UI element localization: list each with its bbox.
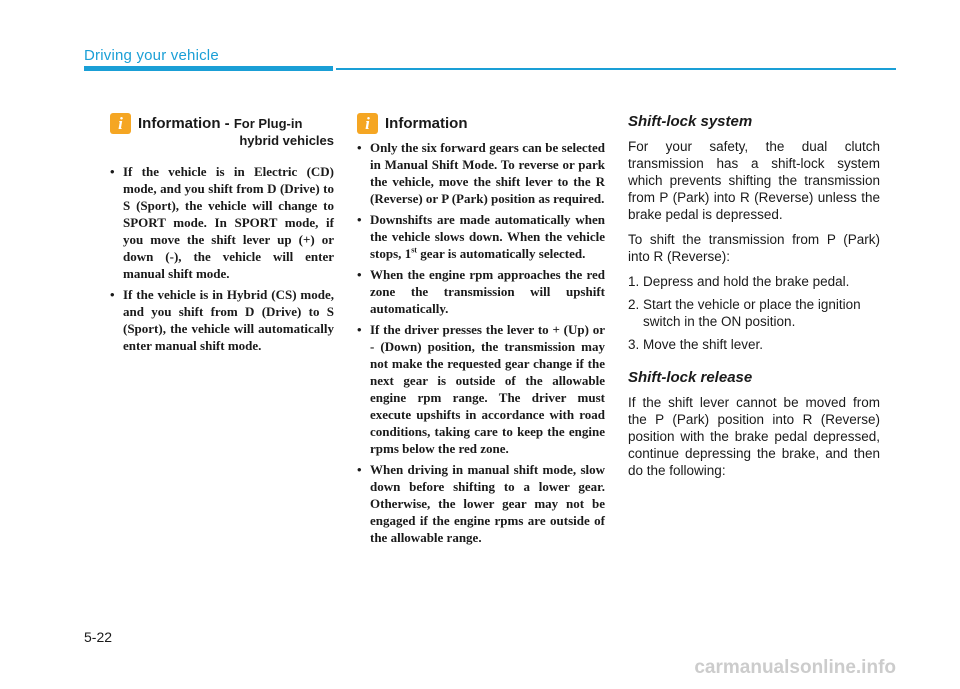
left-info-header: [110, 113, 334, 163]
left-info-title: [138, 115, 302, 132]
list-item: [628, 336, 880, 353]
step-text: Start the vehicle or place the ignition switch in the ON position.: [643, 297, 861, 329]
step-number: 2.: [628, 297, 640, 312]
left-info-box: [110, 113, 334, 358]
left-info-subtitle-line1: For Plug-in: [233, 116, 303, 131]
shift-lock-title: Shift-lock system: [628, 113, 753, 130]
left-info-subtitle-line2: hybrid vehicles: [239, 133, 334, 148]
step-text: Depress and hold the brake pedal.: [643, 274, 850, 289]
list-item: [628, 296, 880, 330]
shift-lock-instruction: To shift the transmission from P (Park) into R (Reverse):: [628, 232, 880, 264]
shift-lock-release-title: Shift-lock release: [628, 369, 753, 386]
watermark: carmanualsonline.info: [694, 657, 896, 678]
list-item: • If the vehicle is in Hybrid (CS) mode, and you shift from D (Drive) to S (Sport), the vehicle will automatically enter manual shift mode.: [110, 286, 334, 354]
shift-lock-steps: [628, 273, 880, 353]
list-item: • Only the six forward gears can be selected in Manual Shift Mode. To reverse or park the vehicle, move the shift lever to the R (Reverse) or P (Park) position as required.: [357, 139, 605, 207]
shift-lock-release-paragraph: If the shift lever cannot be moved from the P (Park) position into R (Reverse) position with the brake pedal depressed, continue depressing the brake, and then do the following:: [628, 395, 880, 478]
step-text: Move the shift lever.: [643, 337, 764, 352]
middle-info-bullets: [357, 139, 605, 546]
middle-info-box: [357, 113, 605, 550]
list-item: • If the driver presses the lever to + (Up) or - (Down) position, the transmission may not make the requested gear change if the next gear is outside of the allowable engine rpm range. The driver must execute upshifts in accordance with road conditions, taking care to keep the engine rpms below the red zone.: [357, 321, 605, 457]
list-item: [357, 211, 605, 262]
step-number: 1.: [628, 274, 640, 289]
middle-info-title: Information: [385, 115, 468, 132]
step-number: 3.: [628, 337, 640, 352]
info-icon: i: [357, 113, 378, 134]
left-info-bullets: [110, 163, 334, 354]
info-icon: i: [110, 113, 131, 134]
page-number: 5-22: [84, 629, 113, 645]
section-header-title: Driving your vehicle: [84, 47, 219, 64]
ordinal-number: 1: [404, 246, 412, 261]
left-info-title-main: Information -: [138, 115, 230, 132]
list-item: • If the vehicle is in Electric (CD) mode, and you shift from D (Drive) to S (Sport), the vehicle will change to SPORT mode. In SPORT mode, if you move the shift lever up (+) or down (-), the vehicle will enter manual shift mode.: [110, 163, 334, 282]
bullet-text: Downshifts are made automatically when the vehicle slows down. When the vehicle stops,: [370, 212, 605, 261]
shift-lock-paragraph: For your safety, the dual clutch transmission has a shift-lock system which prevents shifting the transmission from P (Park) into R (Reverse) unless the brake pedal is depressed.: [628, 139, 880, 222]
middle-info-header: [357, 113, 605, 139]
right-column: [628, 113, 880, 487]
list-item: • When the engine rpm approaches the red zone the transmission will upshift automatically.: [357, 266, 605, 317]
list-item: • When driving in manual shift mode, slow down before shifting to a lower gear. Otherwise, the lower gear may not be engaged if the engine rpms are outside of the allowable range.: [357, 461, 605, 546]
header-bar-thin: [336, 68, 896, 70]
header-bar-thick: [84, 66, 333, 71]
ordinal-suffix: st: [411, 245, 417, 255]
list-item: [628, 273, 880, 290]
bullet-text-tail: gear is automatically selected.: [416, 246, 586, 261]
